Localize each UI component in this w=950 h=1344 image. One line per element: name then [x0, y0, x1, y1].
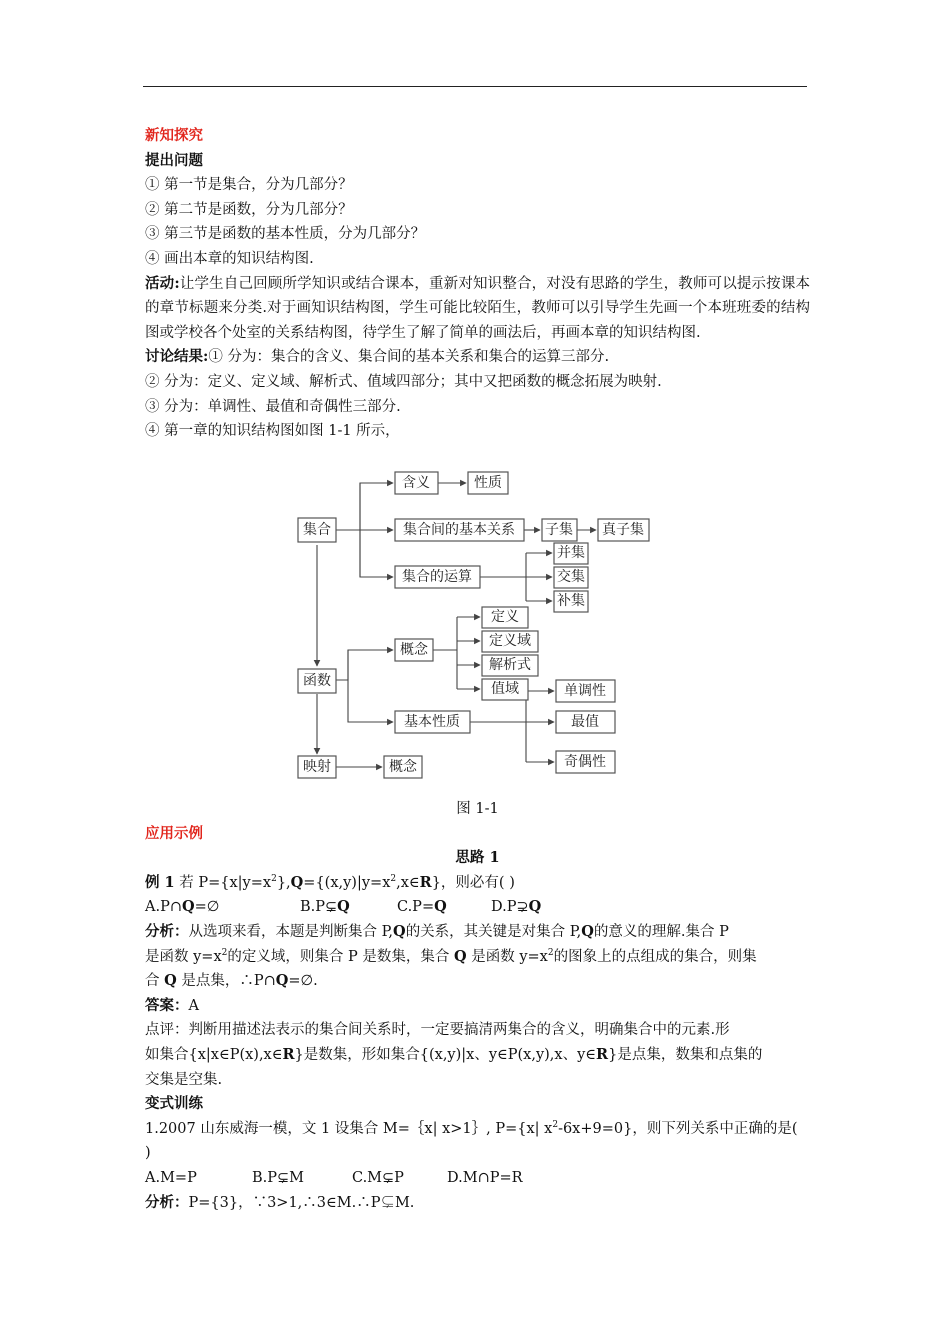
node-yunsuan	[395, 566, 480, 588]
option-b	[300, 895, 397, 920]
node-xingzhi	[468, 472, 508, 494]
node-jiexishi	[482, 655, 538, 676]
analysis-line-1	[145, 920, 810, 945]
analysis-line-3	[145, 969, 810, 994]
option-a-text: A.P∩	[145, 899, 182, 916]
analysis-text: P={3}，∵3>1,∴3∈M.∴P⊊M.	[188, 1194, 415, 1211]
option-d	[491, 895, 541, 920]
node-guanxi	[395, 519, 524, 541]
node-zuizhi	[556, 711, 615, 733]
node-hanyi-label: 含义	[402, 475, 430, 491]
node-jiben	[395, 711, 470, 733]
set-r: R	[282, 1045, 295, 1063]
option-a	[145, 895, 300, 920]
section-new-knowledge	[145, 124, 810, 444]
option-a-tail: =∅	[194, 899, 220, 916]
option-a: A.M=P	[145, 1169, 197, 1186]
problem-text: -6x+9=0}，则下列关系中正确的是(	[558, 1120, 798, 1137]
comment-text: }是数集，形如集合{(x,y)|x、y∈P(x,y),x、y∈	[294, 1046, 597, 1063]
exponent: 2	[271, 873, 277, 884]
question-4: ④ 画出本章的知识结构图.	[145, 250, 314, 267]
problem-line-2: )	[145, 1145, 151, 1162]
result-1-text: ① 分为：集合的含义、集合间的基本关系和集合的运算三部分.	[208, 349, 610, 366]
question-3: ③ 第三节是函数的基本性质，分为几部分？	[145, 226, 426, 243]
figure-caption: 图 1-1	[456, 801, 499, 817]
set-q: Q	[182, 898, 195, 916]
node-guanxi-label: 集合间的基本关系	[403, 522, 515, 538]
exponent: 2	[390, 873, 397, 884]
node-jiou	[556, 751, 615, 773]
node-dingyiyu-label: 定义域	[489, 633, 531, 649]
node-buji-label: 补集	[557, 593, 585, 609]
node-gainian2	[384, 756, 422, 778]
analysis-label: 分析：	[145, 1193, 189, 1211]
node-yingshe	[298, 756, 336, 778]
result-3: ③ 分为：单调性、最值和奇偶性三部分.	[145, 398, 401, 415]
analysis-label: 分析：	[145, 922, 189, 940]
node-gainian1	[395, 639, 433, 661]
comment-line-2	[145, 1043, 810, 1068]
option-c: C.M⊊P	[352, 1169, 404, 1186]
set-q: Q	[290, 873, 304, 891]
activity-text: 让学生自己回顾所学知识或结合课本，重新对知识整合，对没有思路的学生，教师可以提示按课本的章节标题来分类.对于画知识结构图，学生可能比较陌生，教师可以引导学生先画一个本班班委的结构图或学校各个处室的关系结构图，待学生了解了简单的画法后，再画本章的知识结构图.	[145, 275, 810, 341]
problem-line-1	[145, 1117, 810, 1142]
comment-line-1: 点评：判断用描述法表示的集合间关系时，一定要搞清两集合的含义，明确集合中的元素.形	[145, 1022, 730, 1039]
section-title: 应用示例	[145, 824, 203, 842]
option-d: D.M∩P=R	[447, 1169, 523, 1186]
analysis-text: =∅.	[288, 973, 318, 990]
option-d-text: D.P⊋	[491, 899, 529, 916]
node-jihe-label: 集合	[303, 522, 331, 538]
node-yingshe-label: 映射	[303, 759, 331, 775]
analysis-text: 合	[145, 973, 165, 990]
node-gainian1-label: 概念	[400, 642, 428, 658]
node-xingzhi-label: 性质	[474, 475, 502, 491]
node-bingji	[554, 543, 588, 564]
comment-text: 如集合{x|x∈P(x),x∈	[145, 1046, 283, 1063]
answer-label: 答案：	[145, 996, 189, 1014]
option-c	[397, 895, 491, 920]
problem-analysis	[145, 1191, 810, 1216]
node-zhenziji-label: 真子集	[602, 522, 644, 538]
analysis-text: 是点集，∴P∩	[176, 973, 276, 990]
analysis-text: 从选项来看，本题是判断集合 P,	[188, 923, 394, 940]
node-hanyi	[395, 472, 438, 494]
node-jiben-label: 基本性质	[404, 714, 460, 730]
exponent: 2	[552, 1119, 559, 1130]
node-jiaoji-label: 交集	[557, 569, 585, 585]
node-jihe	[298, 518, 336, 542]
set-q: Q	[528, 898, 542, 916]
set-q: Q	[275, 972, 289, 990]
example-stem	[145, 871, 810, 896]
stem-part: 若 P={x|y=x	[174, 874, 272, 891]
stem-part: },	[276, 874, 291, 891]
set-r: R	[596, 1045, 609, 1063]
analysis-text: 的意义的理解.集合 P	[593, 923, 729, 940]
option-b-text: B.P⊊	[300, 899, 338, 916]
stem-part: ,x∈	[396, 874, 420, 891]
activity-label: 活动:	[145, 274, 180, 292]
result-label: 讨论结果:	[145, 348, 209, 366]
comment-line-3: 交集是空集.	[145, 1071, 223, 1088]
activity-paragraph	[145, 272, 810, 346]
answer-line	[145, 994, 810, 1019]
stem-part: ={(x,y)|y=x	[303, 874, 391, 891]
analysis-text: 是函数 y=x	[145, 948, 222, 965]
section-examples	[145, 797, 810, 1215]
example-options	[145, 895, 810, 920]
stem-part: }，则必有( )	[431, 874, 515, 891]
exponent: 2	[547, 947, 554, 958]
set-q: Q	[393, 922, 406, 940]
result-2: ② 分为：定义、定义域、解析式、值域四部分；其中又把函数的概念拓展为映射.	[145, 373, 662, 390]
node-ziji	[542, 519, 577, 541]
comment-text: }是点集，数集和点集的	[608, 1046, 763, 1063]
node-yunsuan-label: 集合的运算	[402, 569, 472, 585]
section-title: 新知探究	[145, 127, 203, 144]
node-dingyi	[482, 607, 528, 628]
subtitle: 思路 1	[455, 849, 500, 867]
analysis-text: 的关系，其关键是对集合 P,	[405, 923, 582, 940]
node-zhenziji	[598, 519, 649, 541]
example-label: 例 1	[145, 873, 175, 891]
problem-options	[145, 1166, 810, 1191]
analysis-text: 的定义域，则集合 P 是数集，集合	[227, 948, 454, 965]
result-4: ④ 第一章的知识结构图如图 1-1 所示，	[145, 423, 400, 440]
set-q: Q	[337, 898, 350, 916]
node-jiexishi-label: 解析式	[489, 657, 531, 673]
result-1	[145, 345, 810, 370]
question-2: ② 第二节是函数，分为几部分？	[145, 201, 353, 218]
set-q: Q	[434, 898, 447, 916]
set-q: Q	[581, 922, 594, 940]
header-rule	[143, 86, 807, 87]
node-hanshu	[298, 669, 336, 693]
set-r: R	[419, 873, 432, 891]
analysis-text: 是函数 y=x	[466, 948, 548, 965]
node-dandiao	[556, 680, 615, 702]
analysis-text: 的图象上的点组成的集合，则集	[553, 948, 757, 965]
node-bingji-label: 并集	[557, 545, 585, 561]
question-1: ① 第一节是集合，分为几部分？	[145, 177, 353, 194]
set-q: Q	[164, 972, 177, 990]
node-zuizhi-label: 最值	[571, 714, 599, 730]
node-zhiyu	[482, 679, 528, 700]
option-b: B.P⊊M	[252, 1169, 305, 1186]
node-jiou-label: 奇偶性	[564, 754, 606, 770]
section-title-variant: 变式训练	[145, 1095, 203, 1113]
exponent: 2	[221, 947, 228, 958]
heading-questions: 提出问题	[145, 151, 203, 169]
problem-text: 1.2007 山东威海一模，文 1 设集合 M=｛x| x>1｝, P={x| x	[145, 1120, 553, 1137]
node-zhiyu-label: 值域	[491, 681, 519, 697]
node-ziji-label: 子集	[545, 522, 573, 538]
node-gainian2-label: 概念	[389, 759, 417, 775]
answer-value: A	[188, 997, 199, 1014]
node-dandiao-label: 单调性	[564, 683, 606, 699]
set-q: Q	[453, 947, 467, 965]
node-jiaoji	[554, 567, 588, 588]
knowledge-structure-diagram	[290, 470, 670, 795]
analysis-line-2	[145, 945, 810, 970]
node-dingyiyu	[482, 631, 538, 652]
option-c-text: C.P=	[397, 899, 435, 916]
node-hanshu-label: 函数	[303, 673, 331, 689]
node-buji	[554, 591, 588, 612]
node-dingyi-label: 定义	[491, 609, 519, 625]
